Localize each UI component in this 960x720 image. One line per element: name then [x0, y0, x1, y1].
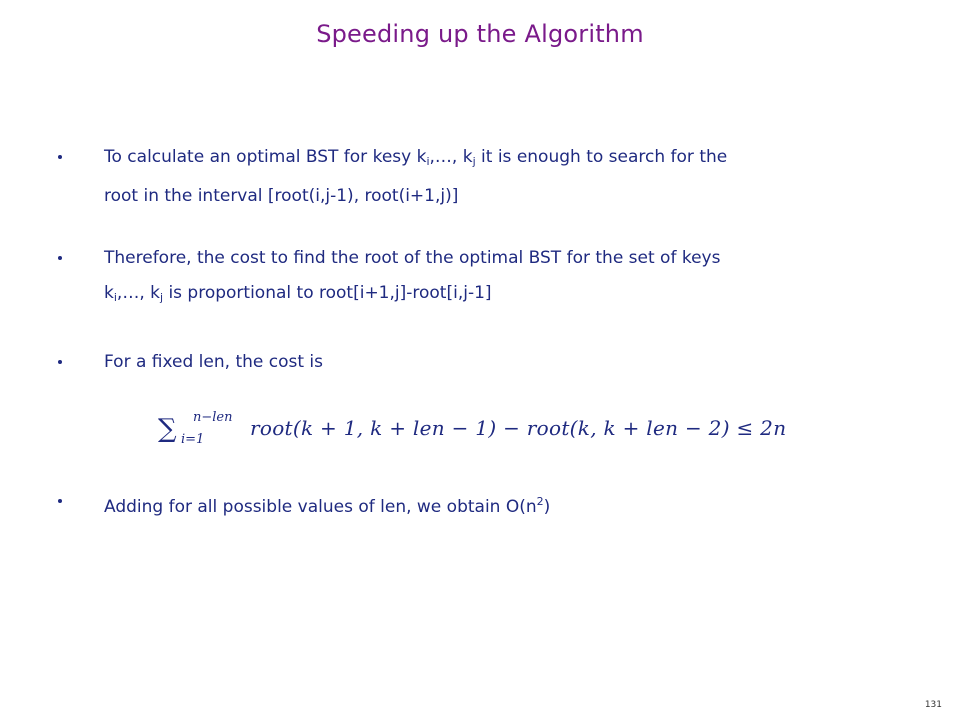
subscript: j [472, 155, 476, 168]
bullet-line: root in the interval [root(i,j-1), root(i+1,j)] [104, 186, 459, 206]
bullet-item-optimal-bst-search [58, 140, 898, 210]
bullet-text [104, 140, 894, 214]
text-run: k [104, 283, 114, 303]
sigma-symbol: ∑ [158, 414, 177, 444]
bullet-line: For a fixed len, the cost is [104, 352, 324, 372]
bullet-text [104, 345, 894, 380]
superscript: 2 [536, 495, 544, 508]
bullet-dot [58, 155, 62, 159]
bullet-text [104, 241, 894, 315]
text-run: ,…, k [116, 283, 160, 303]
text-run: ,…, k [429, 147, 473, 167]
text-run: is proportional to root[i+1,j]-root[i,j-1] [163, 283, 492, 303]
subscript: i [426, 155, 430, 168]
bullet-text [104, 484, 894, 525]
text-run: it is enough to search for the [475, 147, 728, 167]
bullet-item-total-cost [58, 484, 898, 519]
page-number: 131 [924, 700, 942, 710]
bullet-line: Therefore, the cost to find the root of the optimal BST for the set of keys [104, 248, 721, 268]
subscript: j [159, 291, 164, 304]
bullet-dot [58, 499, 62, 503]
bullet-dot [58, 256, 62, 260]
summation-formula [0, 405, 960, 455]
slide-title: Speeding up the Algorithm [316, 20, 644, 48]
text-run: To calculate an optimal BST for kesy k [104, 147, 427, 167]
text-run: Adding for all possible values of len, we obtain O(n [104, 497, 537, 517]
bullet-item-fixed-len [58, 345, 898, 380]
subscript: i [113, 291, 117, 304]
bullet-item-root-cost [58, 241, 898, 311]
bullet-line [104, 140, 894, 179]
sum-upper-limit: n−len [193, 410, 233, 425]
bullet-line [104, 484, 894, 525]
formula-body: root(k + 1, k + len − 1) − root(k, k + len − 2) ≤ 2n [250, 416, 787, 440]
bullet-line [104, 276, 894, 315]
sum-lower-limit: i=1 [181, 432, 205, 447]
bullet-dot [58, 360, 62, 364]
text-run: ) [543, 497, 551, 517]
